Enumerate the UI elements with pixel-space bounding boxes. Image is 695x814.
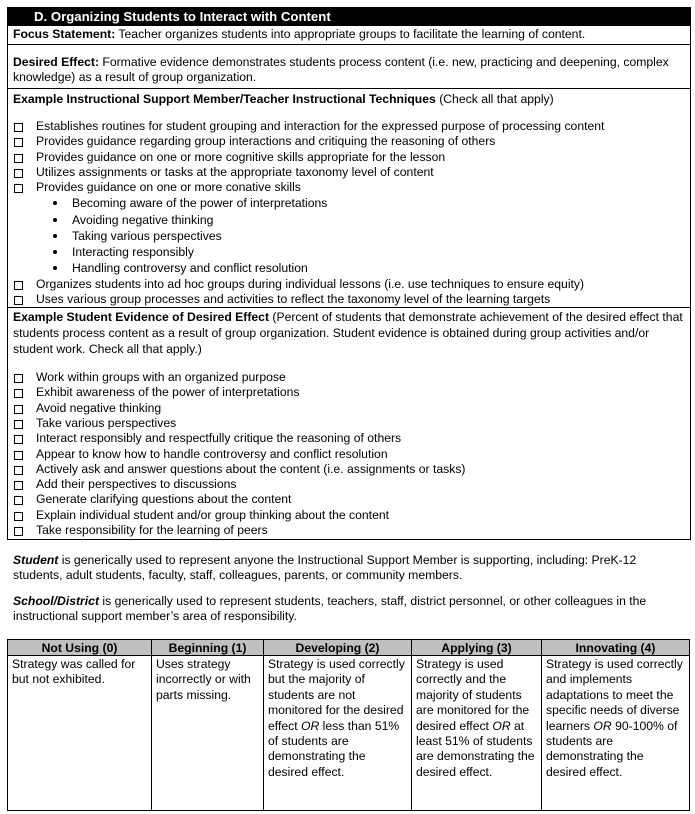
- techniques-list-2: [13, 277, 685, 308]
- techniques-heading: Example Instructional Support Member/Teacher Instructional Techniques: [13, 92, 436, 106]
- school-definition: is generically used to represent students, teachers, staff, district personnel, or other colleagues in the instructional support member’s area of responsibility.: [13, 594, 647, 623]
- evidence-section: [8, 307, 690, 539]
- list-item: Actively ask and answer questions about the content (i.e. assignments or tasks): [13, 462, 685, 477]
- list-item: Exhibit awareness of the power of interpretations: [13, 385, 685, 400]
- bullet-item: Avoiding negative thinking: [13, 212, 685, 228]
- desired-effect-label: Desired Effect:: [13, 55, 100, 69]
- list-item: Provides guidance regarding group interactions and critiquing the reasoning of others: [13, 134, 685, 149]
- desired-effect-text: Formative evidence demonstrates students process content (i.e. new, practicing and deepening, complex knowledge) as a result of group organization.: [13, 55, 669, 84]
- checkbox[interactable]: [14, 451, 23, 460]
- checkbox[interactable]: [14, 527, 23, 536]
- bullet-item: Taking various perspectives: [13, 228, 685, 244]
- list-item: Organizes students into ad hoc groups during individual lessons (i.e. use techniques to ensure equity): [13, 277, 685, 292]
- list-item: Provides guidance on one or more conative skills: [13, 180, 685, 195]
- checkbox[interactable]: [14, 184, 23, 193]
- list-item: Utilizes assignments or tasks at the appropriate taxonomy level of content: [13, 165, 685, 180]
- header-beginning: Beginning (1): [152, 640, 264, 656]
- checkbox[interactable]: [14, 154, 23, 163]
- focus-text: Teacher organizes students into appropriate groups to facilitate the learning of content.: [115, 27, 586, 41]
- header-applying: Applying (3): [412, 640, 542, 656]
- list-item: Add their perspectives to discussions: [13, 477, 685, 492]
- cell-developing: Strategy is used correctly but the majority of students are not monitored for the desired effect OR less than 51% of students are demonstrating the desired effect.: [264, 656, 412, 811]
- school-term: School/District: [13, 594, 100, 608]
- evidence-list: [13, 370, 685, 538]
- rubric-header-row: [8, 640, 690, 656]
- focus-statement: [8, 25, 690, 44]
- bullet-icon: [53, 201, 57, 205]
- rubric-form: [7, 7, 691, 540]
- checkbox[interactable]: [14, 405, 23, 414]
- rubric-row: [8, 656, 690, 811]
- school-note: [13, 594, 685, 624]
- bullet-item: Becoming aware of the power of interpretations: [13, 195, 685, 211]
- checkbox[interactable]: [14, 420, 23, 429]
- bullet-icon: [53, 234, 57, 238]
- cell-not-using: Strategy was called for but not exhibited.: [8, 656, 152, 811]
- checkbox[interactable]: [14, 281, 23, 290]
- checkbox[interactable]: [14, 481, 23, 490]
- list-item: Appear to know how to handle controversy and conflict resolution: [13, 447, 685, 462]
- checkbox[interactable]: [14, 496, 23, 505]
- section-title: D. Organizing Students to Interact with Content: [8, 8, 690, 25]
- bullet-icon: [53, 218, 57, 222]
- list-item: Avoid negative thinking: [13, 401, 685, 416]
- list-item: Interact responsibly and respectfully critique the reasoning of others: [13, 431, 685, 446]
- evidence-note: (Percent of students that demonstrate achievement of the desired effect that students process content as a result of group organization. Student evidence is obtained during group activities and/or student work. Check all that apply.): [13, 310, 683, 357]
- list-item: Take responsibility for the learning of peers: [13, 523, 685, 538]
- list-item: Take various perspectives: [13, 416, 685, 431]
- desired-effect: [8, 44, 690, 88]
- checkbox[interactable]: [14, 512, 23, 521]
- list-item: Establishes routines for student grouping and interaction for the expressed purpose of processing content: [13, 119, 685, 134]
- cell-beginning: Uses strategy incorrectly or with parts missing.: [152, 656, 264, 811]
- checkbox[interactable]: [14, 169, 23, 178]
- list-item: Provides guidance on one or more cognitive skills appropriate for the lesson: [13, 150, 685, 165]
- header-innovating: Innovating (4): [542, 640, 690, 656]
- techniques-note: (Check all that apply): [435, 92, 554, 106]
- techniques-section: [8, 88, 690, 307]
- cell-innovating: Strategy is used correctly and implements adaptations to meet the specific needs of diverse learners OR 90-100% of students are demonstrating the desired effect.: [542, 656, 690, 811]
- list-item: Generate clarifying questions about the content: [13, 492, 685, 507]
- checkbox[interactable]: [14, 123, 23, 132]
- techniques-list: [13, 119, 685, 195]
- scoring-rubric-table: [7, 639, 690, 811]
- checkbox[interactable]: [14, 296, 23, 305]
- evidence-heading: Example Student Evidence of Desired Effect: [13, 310, 270, 325]
- list-item: Explain individual student and/or group thinking about the content: [13, 508, 685, 523]
- student-term: Student: [13, 553, 59, 567]
- bullet-item: Handling controversy and conflict resolution: [13, 260, 685, 276]
- focus-label: Focus Statement:: [13, 27, 116, 41]
- student-definition: is generically used to represent anyone the Instructional Support Member is supporting, including: PreK-12 students, adult students, faculty, staff, colleagues, parents, or community members.: [13, 553, 637, 582]
- checkbox[interactable]: [14, 138, 23, 147]
- list-item: Work within groups with an organized purpose: [13, 370, 685, 385]
- list-item: Uses various group processes and activities to reflect the taxonomy level of the learning targets: [13, 292, 685, 307]
- bullet-item: Interacting responsibly: [13, 244, 685, 260]
- bullet-icon: [53, 250, 57, 254]
- student-note: [13, 553, 685, 583]
- checkbox[interactable]: [14, 435, 23, 444]
- checkbox[interactable]: [14, 389, 23, 398]
- conative-skills-list: [13, 195, 685, 276]
- checkbox[interactable]: [14, 466, 23, 475]
- checkbox[interactable]: [14, 374, 23, 383]
- header-not-using: Not Using (0): [8, 640, 152, 656]
- bullet-icon: [53, 266, 57, 270]
- header-developing: Developing (2): [264, 640, 412, 656]
- cell-applying: Strategy is used correctly and the majority of students are monitored for the desired effect OR at least 51% of students are demonstrating the desired effect.: [412, 656, 542, 811]
